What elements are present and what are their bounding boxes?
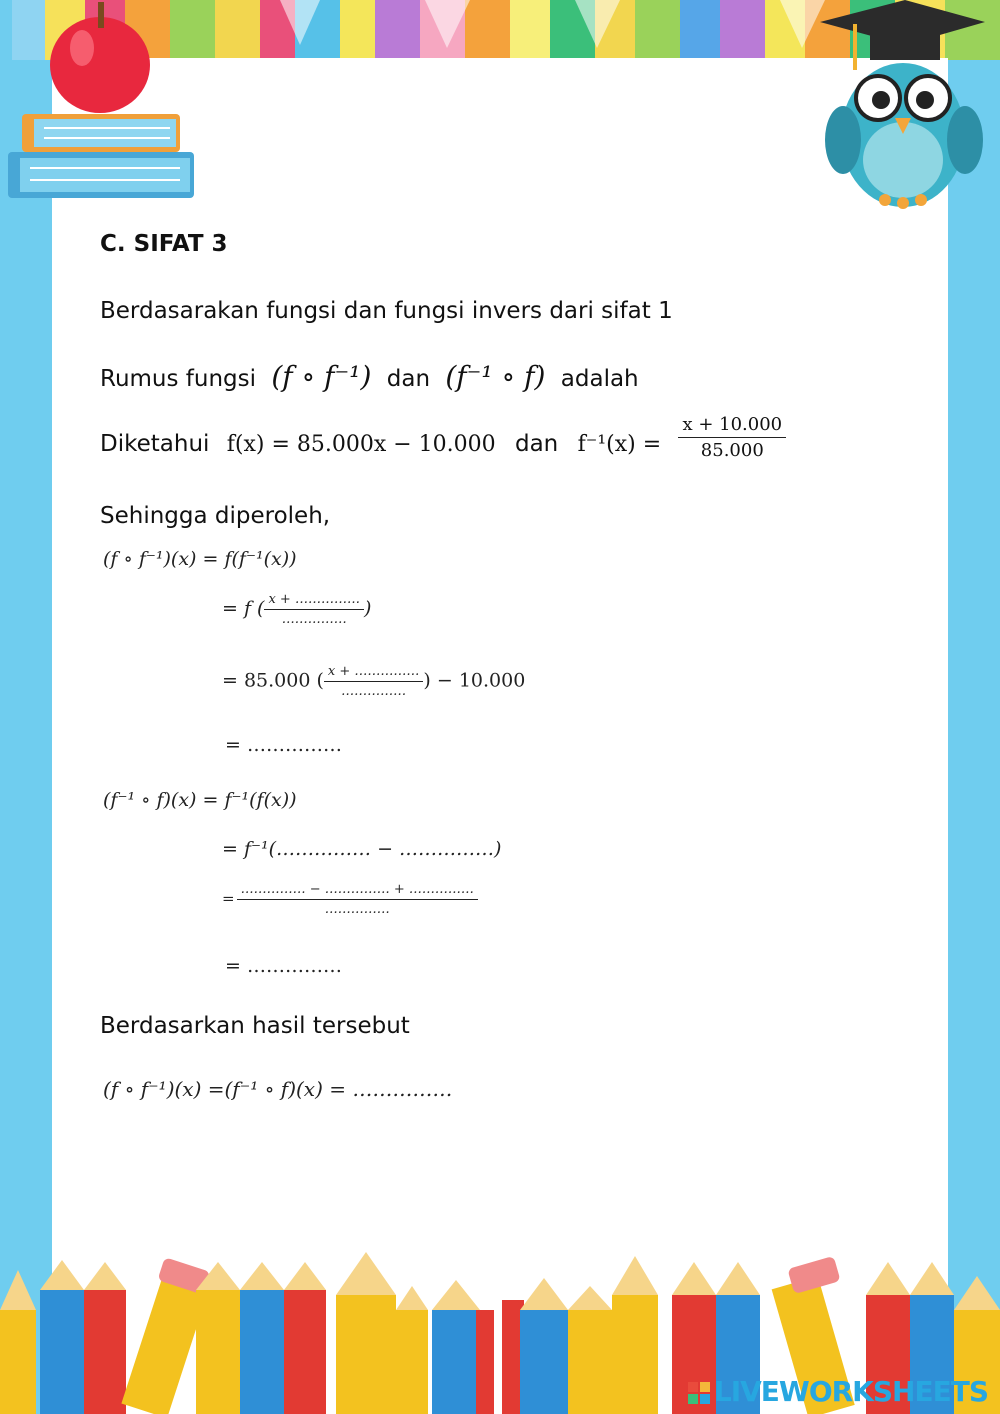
section-heading: C. SIFAT 3 — [100, 231, 228, 257]
part2-line4-answer[interactable]: = …………… — [225, 955, 342, 977]
part2-line2[interactable]: = f⁻¹(…………… − ……………) — [222, 838, 502, 860]
part2-line3-numerator[interactable]: …………… − …………… + …………… — [237, 882, 478, 900]
part1-line1: (f ∘ f⁻¹)(x) = f(f⁻¹(x)) — [103, 548, 297, 570]
part1-line3-fraction — [324, 664, 424, 699]
frame-right-border — [948, 60, 1000, 1414]
liveworksheets-watermark — [688, 1375, 988, 1408]
part2-line3-fraction — [237, 882, 478, 917]
final-equation[interactable]: (f ∘ f⁻¹)(x) =(f⁻¹ ∘ f)(x) = …………… — [103, 1077, 453, 1101]
part1-line2-post: ) — [363, 597, 372, 620]
conclusion-text: Berdasarkan hasil tersebut — [100, 1013, 410, 1039]
intro-text: Berdasarakan fungsi dan fungsi invers dari sifat 1 — [100, 298, 673, 324]
formula-middle: dan — [386, 366, 431, 392]
formula-line — [100, 360, 639, 393]
part2-line3 — [222, 882, 478, 917]
given-middle: dan — [514, 431, 559, 457]
part1-line3 — [222, 664, 525, 699]
part1-line3-numerator[interactable]: x + …………… — [324, 664, 424, 682]
part1-line2 — [222, 592, 371, 627]
part1-line2-pre: = f ( — [222, 597, 265, 620]
composition-f-finv: (f ∘ f⁻¹) — [271, 360, 372, 393]
inverse-fraction — [678, 414, 786, 461]
part1-line2-fraction — [264, 592, 364, 627]
given-line — [100, 414, 786, 461]
inverse-denominator: 85.000 — [700, 440, 764, 461]
part1-line2-numerator[interactable]: x + …………… — [264, 592, 364, 610]
thus-text: Sehingga diperoleh, — [100, 503, 331, 529]
formula-suffix: adalah — [560, 366, 639, 392]
inverse-lhs: f⁻¹(x) = — [577, 432, 662, 457]
part2-line3-pre: = — [222, 889, 235, 908]
frame-left-border — [0, 60, 52, 1414]
given-prefix: Diketahui — [100, 431, 210, 457]
part1-line3-denominator[interactable]: …………… — [341, 684, 407, 699]
part2-line3-denominator[interactable]: …………… — [324, 902, 390, 917]
part2-line1: (f⁻¹ ∘ f)(x) = f⁻¹(f(x)) — [103, 789, 297, 811]
formula-prefix: Rumus fungsi — [100, 366, 257, 392]
part1-line3-pre: = 85.000 ( — [222, 669, 324, 692]
part1-line2-denominator[interactable]: …………… — [281, 612, 347, 627]
watermark-text: LIVEWORKSHEETS — [713, 1375, 988, 1408]
part1-line4-answer[interactable]: = …………… — [225, 734, 342, 756]
apple-books-illustration — [0, 0, 200, 210]
owl-graduate-illustration — [815, 0, 1000, 215]
liveworksheets-logo-icon — [688, 1382, 710, 1404]
worksheet-paper — [52, 58, 948, 1414]
function-definition: f(x) = 85.000x − 10.000 — [226, 432, 496, 457]
part1-line3-post: ) − 10.000 — [423, 669, 526, 692]
inverse-numerator: x + 10.000 — [678, 414, 786, 438]
composition-finv-f: (f⁻¹ ∘ f) — [445, 360, 546, 393]
